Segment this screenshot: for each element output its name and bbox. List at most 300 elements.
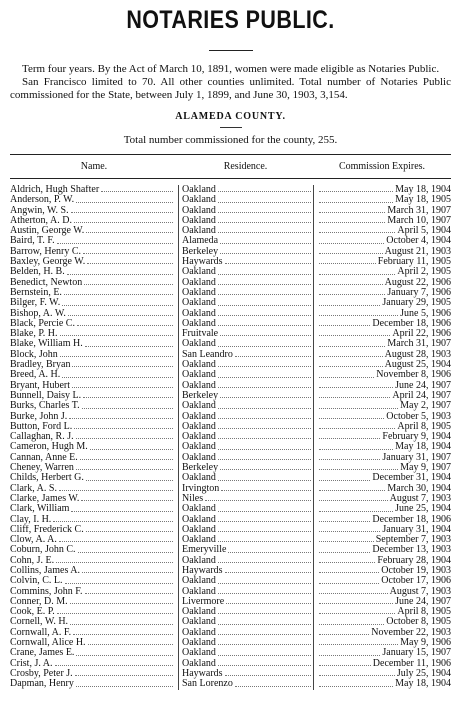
dot-leader xyxy=(319,566,379,573)
residence-cell xyxy=(178,422,313,432)
table-row xyxy=(10,473,451,483)
dot-leader xyxy=(319,607,395,614)
expires-cell xyxy=(313,628,451,638)
table-row xyxy=(10,206,451,216)
expires-cell xyxy=(313,412,451,422)
table-row xyxy=(10,319,451,329)
expires-cell xyxy=(313,278,451,288)
expiration-date: April 8, 1905 xyxy=(397,421,451,432)
dot-leader xyxy=(319,206,385,213)
notary-name: Conner, D. M. xyxy=(10,596,68,607)
name-cell xyxy=(10,185,178,195)
residence: Oakland xyxy=(182,535,216,546)
expires-cell xyxy=(313,545,451,555)
expires-cell xyxy=(313,339,451,349)
dot-leader xyxy=(74,216,173,223)
table-row xyxy=(10,257,451,267)
residence: Alameda xyxy=(182,236,219,247)
table-row xyxy=(10,422,451,432)
title-divider xyxy=(209,50,253,51)
name-cell xyxy=(10,370,178,380)
residence-cell xyxy=(178,504,313,514)
dot-leader xyxy=(319,648,380,655)
residence-cell xyxy=(178,350,313,360)
table-row xyxy=(10,185,451,195)
residence-cell xyxy=(178,587,313,597)
notary-name: Baird, T. F. xyxy=(10,236,55,247)
dot-leader xyxy=(221,484,311,491)
dot-leader xyxy=(218,319,311,326)
table-row xyxy=(10,494,451,504)
header-residence: Residence. xyxy=(223,161,268,172)
residence: Oakland xyxy=(182,287,216,298)
dot-leader xyxy=(218,206,311,213)
expiration-date: January 29, 1905 xyxy=(382,298,451,309)
expiration-date: October 17, 1906 xyxy=(381,576,451,587)
name-cell xyxy=(10,298,178,308)
dot-leader xyxy=(218,442,311,449)
residence: Haywards xyxy=(182,257,223,268)
dot-leader xyxy=(68,309,173,316)
table-row xyxy=(10,236,451,246)
table-row xyxy=(10,195,451,205)
dot-leader xyxy=(57,607,173,614)
table-row xyxy=(10,556,451,566)
residence: Irvington xyxy=(182,483,220,494)
name-cell xyxy=(10,432,178,442)
name-cell xyxy=(10,216,178,226)
dot-leader xyxy=(319,432,380,439)
expiration-date: August 21, 1903 xyxy=(384,246,451,257)
table-row xyxy=(10,587,451,597)
dot-leader xyxy=(319,525,380,532)
residence-cell xyxy=(178,226,313,236)
name-cell xyxy=(10,206,178,216)
dot-leader xyxy=(86,473,173,480)
expires-cell xyxy=(313,669,451,679)
dot-leader xyxy=(85,339,173,346)
name-cell xyxy=(10,257,178,267)
residence-cell xyxy=(178,391,313,401)
dot-leader xyxy=(319,288,385,295)
residence: Oakland xyxy=(182,514,216,525)
expiration-date: December 31, 1904 xyxy=(372,473,451,484)
notary-name: Collins, James A. xyxy=(10,565,81,576)
dot-leader xyxy=(76,679,173,686)
residence: Oakland xyxy=(182,586,216,597)
expiration-date: October 8, 1905 xyxy=(386,617,451,628)
expiration-date: January 7, 1906 xyxy=(387,287,451,298)
residence: Oakland xyxy=(182,195,216,206)
expires-cell xyxy=(313,473,451,483)
dot-leader xyxy=(218,504,311,511)
table-row xyxy=(10,669,451,679)
notary-name: Bernstein, E. xyxy=(10,287,62,298)
table-row xyxy=(10,638,451,648)
expiration-date: June 5, 1906 xyxy=(400,308,451,319)
dot-leader xyxy=(62,298,173,305)
expires-cell xyxy=(313,319,451,329)
dot-leader xyxy=(85,587,173,594)
name-cell xyxy=(10,226,178,236)
residence-cell xyxy=(178,628,313,638)
name-cell xyxy=(10,339,178,349)
name-cell xyxy=(10,494,178,504)
dot-leader xyxy=(225,566,311,573)
residence-cell xyxy=(178,473,313,483)
intro-paragraph: Term four years. By the Act of March 10, 1891, women were made eligible as Notaries Public. xyxy=(22,63,440,75)
residence-cell xyxy=(178,339,313,349)
county-divider xyxy=(220,127,242,128)
name-cell xyxy=(10,463,178,473)
dot-leader xyxy=(86,525,173,532)
dot-leader xyxy=(53,515,173,522)
expires-cell xyxy=(313,381,451,391)
expires-cell xyxy=(313,309,451,319)
expires-cell xyxy=(313,463,451,473)
table-row xyxy=(10,659,451,669)
table-row xyxy=(10,278,451,288)
dot-leader xyxy=(319,391,390,398)
table-row xyxy=(10,576,451,586)
residence-cell xyxy=(178,206,313,216)
dot-leader xyxy=(319,216,385,223)
dot-leader xyxy=(319,298,380,305)
residence: Oakland xyxy=(182,205,216,216)
dot-leader xyxy=(82,566,173,573)
dot-leader xyxy=(218,309,311,316)
table-row xyxy=(10,607,451,617)
table-row xyxy=(10,267,451,277)
expires-cell xyxy=(313,597,451,607)
expiration-date: November 8, 1906 xyxy=(376,370,451,381)
dot-leader xyxy=(235,679,311,686)
notary-name: Block, John xyxy=(10,349,58,360)
dot-leader xyxy=(319,236,384,243)
name-cell xyxy=(10,535,178,545)
name-cell xyxy=(10,484,178,494)
notary-name: Bryant, Hubert xyxy=(10,380,70,391)
dot-leader xyxy=(67,267,173,274)
residence: Oakland xyxy=(182,421,216,432)
dot-leader xyxy=(81,494,173,501)
dot-leader xyxy=(319,319,370,326)
dot-leader xyxy=(101,185,173,192)
notary-name: Clow, A. A. xyxy=(10,535,57,546)
residence: Haywards xyxy=(182,565,223,576)
expiration-date: October 19, 1903 xyxy=(381,565,451,576)
residence: Oakland xyxy=(182,638,216,649)
notary-name: Cheney, Warren xyxy=(10,463,74,474)
residence: San Leandro xyxy=(182,349,233,360)
dot-leader xyxy=(319,679,393,686)
expires-cell xyxy=(313,638,451,648)
name-cell xyxy=(10,412,178,422)
expiration-date: September 7, 1903 xyxy=(375,535,451,546)
expiration-date: January 31, 1904 xyxy=(382,524,451,535)
residence: Oakland xyxy=(182,401,216,412)
expires-cell xyxy=(313,484,451,494)
notary-name: Dapman, Henry xyxy=(10,679,74,690)
notary-name: Breed, A. H. xyxy=(10,370,61,381)
notary-name: Black, Percie C. xyxy=(10,318,75,329)
expiration-date: August 7, 1903 xyxy=(389,586,451,597)
notary-name: Anderson, P. W. xyxy=(10,195,75,206)
expires-cell xyxy=(313,216,451,226)
table-row xyxy=(10,350,451,360)
dot-leader xyxy=(218,638,311,645)
name-cell xyxy=(10,278,178,288)
residence-cell xyxy=(178,185,313,195)
residence-cell xyxy=(178,195,313,205)
name-cell xyxy=(10,381,178,391)
residence-cell xyxy=(178,648,313,658)
dot-leader xyxy=(319,442,393,449)
residence-cell xyxy=(178,247,313,257)
expires-cell xyxy=(313,267,451,277)
residence-cell xyxy=(178,309,313,319)
name-cell xyxy=(10,597,178,607)
dot-leader xyxy=(218,628,311,635)
dot-leader xyxy=(235,350,311,357)
notary-name: Crist, J. A. xyxy=(10,658,53,669)
expires-cell xyxy=(313,432,451,442)
dot-leader xyxy=(56,556,173,563)
residence-cell xyxy=(178,494,313,504)
residence-cell xyxy=(178,659,313,669)
dot-leader xyxy=(220,236,311,243)
dot-leader xyxy=(57,236,173,243)
table-row xyxy=(10,504,451,514)
expires-cell xyxy=(313,247,451,257)
residence: Oakland xyxy=(182,473,216,484)
notary-name: Cook, E. P. xyxy=(10,607,55,618)
dot-leader xyxy=(59,535,173,542)
expiration-date: March 31, 1907 xyxy=(387,339,451,350)
notary-name: Crosby, Peter J. xyxy=(10,668,73,679)
expires-cell xyxy=(313,370,451,380)
residence-cell xyxy=(178,267,313,277)
expires-cell xyxy=(313,350,451,360)
notary-name: Baxley, George W. xyxy=(10,257,86,268)
expiration-date: May 2, 1907 xyxy=(400,401,451,412)
expiration-date: December 18, 1906 xyxy=(372,514,451,525)
residence-cell xyxy=(178,319,313,329)
dot-leader xyxy=(218,617,311,624)
table-row xyxy=(10,226,451,236)
notary-name: Atherton, A. D. xyxy=(10,215,72,226)
expiration-date: March 10, 1907 xyxy=(387,215,451,226)
dot-leader xyxy=(59,484,173,491)
dot-leader xyxy=(319,185,393,192)
expires-cell xyxy=(313,566,451,576)
expiration-date: May 18, 1904 xyxy=(395,442,451,453)
dot-leader xyxy=(225,669,311,676)
expires-cell xyxy=(313,422,451,432)
notary-name: Burks, Charles T. xyxy=(10,401,80,412)
dot-leader xyxy=(218,576,311,583)
expiration-date: March 30, 1904 xyxy=(387,483,451,494)
expires-cell xyxy=(313,226,451,236)
residence: Oakland xyxy=(182,339,216,350)
expiration-date: July 25, 1904 xyxy=(396,668,451,679)
table-row xyxy=(10,484,451,494)
table-row xyxy=(10,401,451,411)
name-cell xyxy=(10,453,178,463)
table-row xyxy=(10,535,451,545)
dot-leader xyxy=(319,556,375,563)
name-cell xyxy=(10,247,178,257)
name-cell xyxy=(10,350,178,360)
table-row xyxy=(10,442,451,452)
notary-name: Colvin, C. L. xyxy=(10,576,63,587)
dot-leader xyxy=(218,278,311,285)
notary-name: Angwin, W. S. xyxy=(10,205,69,216)
expiration-date: June 24, 1907 xyxy=(395,596,451,607)
table-row xyxy=(10,339,451,349)
dot-leader xyxy=(319,370,374,377)
residence: Oakland xyxy=(182,576,216,587)
name-cell xyxy=(10,319,178,329)
header-expires: Commission Expires. xyxy=(338,161,426,172)
dot-leader xyxy=(319,659,371,666)
dot-leader xyxy=(319,195,393,202)
expiration-date: June 24, 1907 xyxy=(395,380,451,391)
dot-leader xyxy=(319,638,398,645)
dot-leader xyxy=(319,494,388,501)
expires-cell xyxy=(313,607,451,617)
notary-name: Clay, I. H. xyxy=(10,514,52,525)
dot-leader xyxy=(60,329,174,336)
dot-leader xyxy=(319,545,370,552)
residence: Oakland xyxy=(182,380,216,391)
notary-name: Cornwall, Alice H. xyxy=(10,638,86,649)
dot-leader xyxy=(218,587,311,594)
expires-cell xyxy=(313,679,451,689)
residence-cell xyxy=(178,515,313,525)
residence-cell xyxy=(178,556,313,566)
name-cell xyxy=(10,473,178,483)
residence: Oakland xyxy=(182,442,216,453)
dot-leader xyxy=(218,556,311,563)
residence: Oakland xyxy=(182,318,216,329)
table-row xyxy=(10,216,451,226)
dot-leader xyxy=(319,597,393,604)
residence: Oakland xyxy=(182,370,216,381)
expiration-date: April 8, 1905 xyxy=(397,607,451,618)
table-row xyxy=(10,412,451,422)
page-title: NOTARIES PUBLIC. xyxy=(126,6,335,34)
name-cell xyxy=(10,391,178,401)
notary-name: Cohn, J. E. xyxy=(10,555,55,566)
dot-leader xyxy=(83,247,173,254)
notary-name: Button, Ford L. xyxy=(10,421,73,432)
residence: Niles xyxy=(182,493,204,504)
notary-name: Clark, William xyxy=(10,504,70,515)
residence-cell xyxy=(178,381,313,391)
name-cell xyxy=(10,545,178,555)
dot-leader xyxy=(319,339,385,346)
dot-leader xyxy=(319,473,370,480)
dot-leader xyxy=(319,278,383,285)
dot-leader xyxy=(77,319,173,326)
notary-name: Burke, John J. xyxy=(10,411,68,422)
dot-leader xyxy=(319,247,383,254)
expiration-date: May 18, 1904 xyxy=(395,185,451,195)
residence: Oakland xyxy=(182,504,216,515)
dot-leader xyxy=(205,494,311,501)
dot-leader xyxy=(70,617,173,624)
expires-cell xyxy=(313,288,451,298)
name-cell xyxy=(10,288,178,298)
table-row xyxy=(10,329,451,339)
dot-leader xyxy=(218,515,311,522)
residence-cell xyxy=(178,597,313,607)
name-cell xyxy=(10,515,178,525)
table-row xyxy=(10,381,451,391)
notary-name: Callaghan, R. J. xyxy=(10,432,74,443)
header-name: Name. xyxy=(80,161,108,172)
residence: Oakland xyxy=(182,298,216,309)
expires-cell xyxy=(313,206,451,216)
expiration-date: October 5, 1903 xyxy=(386,411,451,422)
residence: Oakland xyxy=(182,432,216,443)
name-cell xyxy=(10,309,178,319)
expires-cell xyxy=(313,494,451,504)
dot-leader xyxy=(319,329,390,336)
residence: Oakland xyxy=(182,411,216,422)
notary-name: Clarke, James W. xyxy=(10,493,80,504)
notary-name: Cliff, Frederick C. xyxy=(10,524,84,535)
name-cell xyxy=(10,556,178,566)
dot-leader xyxy=(319,257,376,264)
name-cell xyxy=(10,628,178,638)
notary-name: Coburn, John C. xyxy=(10,545,76,556)
dot-leader xyxy=(80,453,173,460)
table-row xyxy=(10,391,451,401)
expiration-date: June 25, 1904 xyxy=(395,504,451,515)
intro-paragraph: San Francisco limited to 70. All other counties unlimited. Total number of Notaries Public commissioned for the State, between July 1, 1899, and June 30, 1903, 3,154. xyxy=(10,76,451,101)
expiration-date: February 28, 1904 xyxy=(377,555,451,566)
residence-cell xyxy=(178,370,313,380)
expiration-date: May 18, 1905 xyxy=(395,195,451,206)
residence-cell xyxy=(178,257,313,267)
expires-cell xyxy=(313,617,451,627)
residence-cell xyxy=(178,432,313,442)
residence-cell xyxy=(178,525,313,535)
residence: Oakland xyxy=(182,360,216,371)
dot-leader xyxy=(86,226,173,233)
residence: Oakland xyxy=(182,308,216,319)
expires-cell xyxy=(313,453,451,463)
residence-cell xyxy=(178,329,313,339)
expiration-date: May 9, 1907 xyxy=(400,463,451,474)
residence-cell xyxy=(178,401,313,411)
residence-cell xyxy=(178,216,313,226)
dot-leader xyxy=(218,226,311,233)
dot-leader xyxy=(218,525,311,532)
residence-cell xyxy=(178,442,313,452)
dot-leader xyxy=(83,391,173,398)
dot-leader xyxy=(218,288,311,295)
expires-cell xyxy=(313,329,451,339)
dot-leader xyxy=(319,463,398,470)
table-row xyxy=(10,679,451,689)
table-row xyxy=(10,628,451,638)
dot-leader xyxy=(55,659,173,666)
dot-leader xyxy=(90,442,173,449)
dot-leader xyxy=(88,638,173,645)
